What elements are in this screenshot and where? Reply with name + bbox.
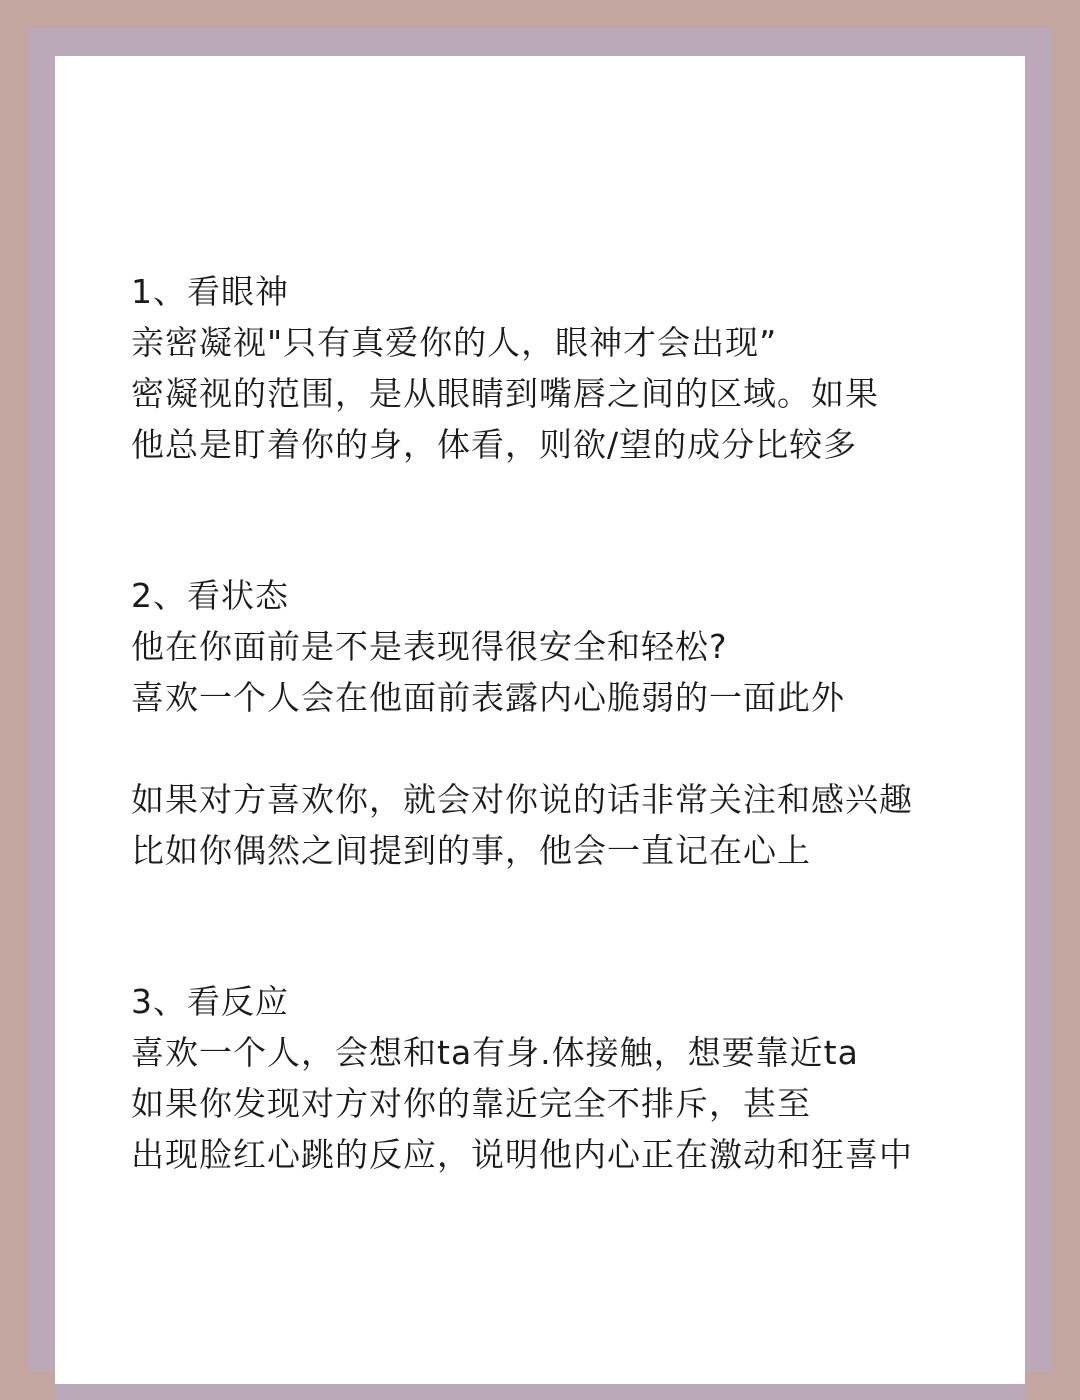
paragraph-line: 密凝视的范围，是从眼睛到嘴唇之间的区域。如果 <box>131 374 879 413</box>
article-body <box>131 266 1011 1180</box>
section-heading: 2、看状态 <box>131 576 289 615</box>
paragraph-line: 如果你发现对方对你的靠近完全不排斥，甚至 <box>131 1084 811 1123</box>
paragraph-line: 喜欢一个人，会想和ta有身.体接触，想要靠近ta <box>131 1033 859 1072</box>
section-spacer <box>131 470 1011 570</box>
paragraph-line: 出现脸红心跳的反应，说明他内心正在激动和狂喜中 <box>131 1135 913 1174</box>
paragraph-line: 比如你偶然之间提到的事，他会一直记在心上 <box>131 831 811 870</box>
section-spacer <box>131 876 1011 976</box>
section-state <box>131 570 1011 876</box>
section-reaction <box>131 976 1011 1180</box>
paragraph-spacer <box>131 723 1011 774</box>
paragraph-line: 他总是盯着你的身，体看，则欲/望的成分比较多 <box>131 425 858 464</box>
paragraph-line: 他在你面前是不是表现得很安全和轻松? <box>131 627 728 666</box>
paragraph-line: 亲密凝视"只有真爱你的人，眼神才会出现” <box>131 323 778 362</box>
paragraph-line: 喜欢一个人会在他面前表露内心脆弱的一面此外 <box>131 678 845 717</box>
paragraph-line: 如果对方喜欢你，就会对你说的话非常关注和感兴趣 <box>131 780 913 819</box>
bottom-strip <box>55 1384 1025 1400</box>
section-eyes <box>131 266 1011 470</box>
section-heading: 3、看反应 <box>131 982 289 1021</box>
section-heading: 1、看眼神 <box>131 272 289 311</box>
